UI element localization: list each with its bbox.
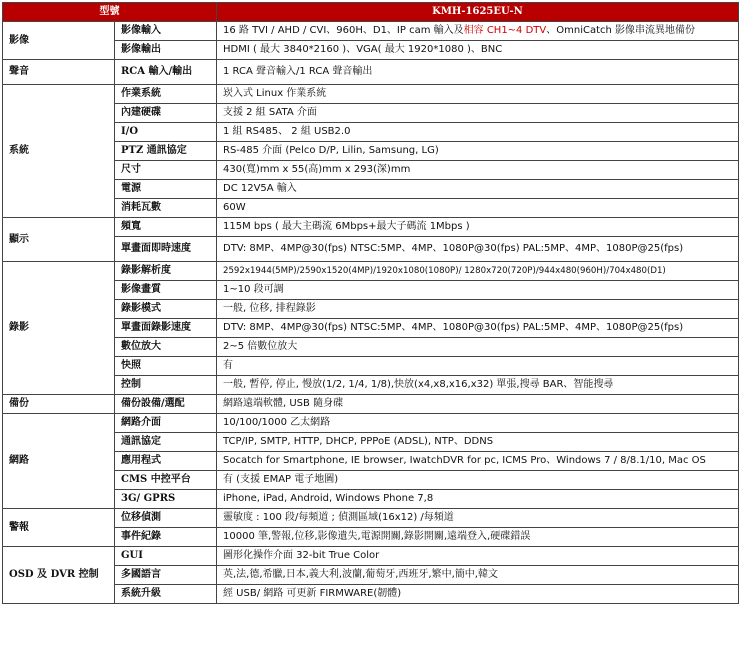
- spec-label: 影像畫質: [115, 281, 217, 300]
- spec-value-text: 16 路 TVI / AHD / CVI、960H、D1、IP cam 輸入及: [223, 25, 464, 36]
- spec-value: 網路遠端軟體, USB 隨身碟: [217, 395, 739, 414]
- spec-label: 數位放大: [115, 338, 217, 357]
- spec-value: 1 RCA 聲音輸入/1 RCA 聲音輸出: [217, 60, 739, 85]
- spec-label: 網路介面: [115, 414, 217, 433]
- spec-value: 10000 筆,警報,位移,影像遺失,電源開關,錄影開關,遠端登入,硬碟錯誤: [217, 528, 739, 547]
- spec-value: TCP/IP, SMTP, HTTP, DHCP, PPPoE (ADSL), NTP、DDNS: [217, 433, 739, 452]
- spec-value: 圖形化操作介面 32-bit True Color: [217, 547, 739, 566]
- spec-label: 錄影解析度: [115, 262, 217, 281]
- spec-value-highlight: 相容 CH1~4 DTV: [463, 25, 547, 36]
- header-model-label: 型號: [3, 3, 217, 22]
- spec-row: [3, 509, 739, 528]
- spec-value: 英,法,德,希臘,日本,義大利,波蘭,葡萄牙,西班牙,繁中,簡中,韓文: [217, 566, 739, 585]
- spec-value: 10/100/1000 乙太網路: [217, 414, 739, 433]
- spec-label: 內建硬碟: [115, 104, 217, 123]
- spec-label: 通訊協定: [115, 433, 217, 452]
- spec-label: 錄影模式: [115, 300, 217, 319]
- spec-value: HDMI ( 最大 3840*2160 )、VGA( 最大 1920*1080 )、BNC: [217, 41, 739, 60]
- spec-row: [3, 262, 739, 281]
- spec-row: [3, 218, 739, 237]
- spec-value: 1 組 RS485、 2 組 USB2.0: [217, 123, 739, 142]
- spec-label: 作業系統: [115, 85, 217, 104]
- category-cell: 顯示: [3, 218, 115, 262]
- header-model-number: KMH-1625EU-N: [217, 3, 739, 22]
- spec-table: [2, 2, 739, 604]
- spec-value: 1~10 段可調: [217, 281, 739, 300]
- category-cell: 錄影: [3, 262, 115, 395]
- spec-value: DTV: 8MP、4MP@30(fps) NTSC:5MP、4MP、1080P@30(fps) PAL:5MP、4MP、1080P@25(fps): [217, 237, 739, 262]
- spec-row: [3, 60, 739, 85]
- spec-label: 應用程式: [115, 452, 217, 471]
- spec-value: RS-485 介面 (Pelco D/P, Lilin, Samsung, LG): [217, 142, 739, 161]
- spec-value: 430(寬)mm x 55(高)mm x 293(深)mm: [217, 161, 739, 180]
- spec-label: 消耗瓦數: [115, 199, 217, 218]
- spec-value: 60W: [217, 199, 739, 218]
- spec-label: 頻寬: [115, 218, 217, 237]
- category-cell: 影像: [3, 22, 115, 60]
- spec-row: [3, 395, 739, 414]
- spec-row: [3, 547, 739, 566]
- spec-label: 事件紀錄: [115, 528, 217, 547]
- spec-label: 快照: [115, 357, 217, 376]
- spec-label: 影像輸入: [115, 22, 217, 41]
- category-cell: 備份: [3, 395, 115, 414]
- spec-label: 單畫面錄影速度: [115, 319, 217, 338]
- category-cell: 網路: [3, 414, 115, 509]
- spec-value: DTV: 8MP、4MP@30(fps) NTSC:5MP、4MP、1080P@30(fps) PAL:5MP、4MP、1080P@25(fps): [217, 319, 739, 338]
- spec-value: iPhone, iPad, Android, Windows Phone 7,8: [217, 490, 739, 509]
- category-cell: 系統: [3, 85, 115, 218]
- spec-label: PTZ 通訊協定: [115, 142, 217, 161]
- spec-row: [3, 414, 739, 433]
- spec-value: 靈敏度 : 100 段/每頻道 ; 偵測區域(16x12) /每頻道: [217, 509, 739, 528]
- spec-label: RCA 輸入/輸出: [115, 60, 217, 85]
- spec-value: 115M bps ( 最大主碼流 6Mbps+最大子碼流 1Mbps ): [217, 218, 739, 237]
- spec-label: 尺寸: [115, 161, 217, 180]
- spec-value: 2~5 倍數位放大: [217, 338, 739, 357]
- spec-value: 有: [217, 357, 739, 376]
- category-cell: 警報: [3, 509, 115, 547]
- spec-label: 影像輸出: [115, 41, 217, 60]
- spec-label: 備份設備/選配: [115, 395, 217, 414]
- spec-value: [217, 22, 739, 41]
- spec-label: 系統升級: [115, 585, 217, 604]
- spec-label: 3G/ GPRS: [115, 490, 217, 509]
- spec-value: 支援 2 組 SATA 介面: [217, 104, 739, 123]
- spec-value: 一般, 位移, 排程錄影: [217, 300, 739, 319]
- spec-value: 崁入式 Linux 作業系統: [217, 85, 739, 104]
- spec-label: 電源: [115, 180, 217, 199]
- spec-value: 有 (支援 EMAP 電子地圖): [217, 471, 739, 490]
- spec-label: 控制: [115, 376, 217, 395]
- spec-label: 位移偵測: [115, 509, 217, 528]
- spec-label: CMS 中控平台: [115, 471, 217, 490]
- spec-value: DC 12V5A 輸入: [217, 180, 739, 199]
- header-row: [3, 3, 739, 22]
- spec-value: 經 USB/ 網路 可更新 FIRMWARE(韌體): [217, 585, 739, 604]
- spec-label: GUI: [115, 547, 217, 566]
- category-cell: 聲音: [3, 60, 115, 85]
- spec-value: Socatch for Smartphone, IE browser, IwatchDVR for pc, ICMS Pro、Windows 7 / 8/8.1/10, Mac OS: [217, 452, 739, 471]
- spec-value: 一般, 暫停, 停止, 慢放(1/2, 1/4, 1/8),快放(x4,x8,x16,x32) 單張,搜尋 BAR、智能搜尋: [217, 376, 739, 395]
- spec-value-tail: 、OmniCatch 影像串流異地備份: [546, 25, 696, 36]
- spec-label: I/O: [115, 123, 217, 142]
- spec-value: 2592x1944(5MP)/2590x1520(4MP)/1920x1080(1080P)/ 1280x720(720P)/944x480(960H)/704x480(D1): [217, 262, 739, 281]
- spec-label: 多國語言: [115, 566, 217, 585]
- spec-row: [3, 85, 739, 104]
- spec-label: 單畫面即時速度: [115, 237, 217, 262]
- category-cell: OSD 及 DVR 控制: [3, 547, 115, 604]
- spec-row: [3, 22, 739, 41]
